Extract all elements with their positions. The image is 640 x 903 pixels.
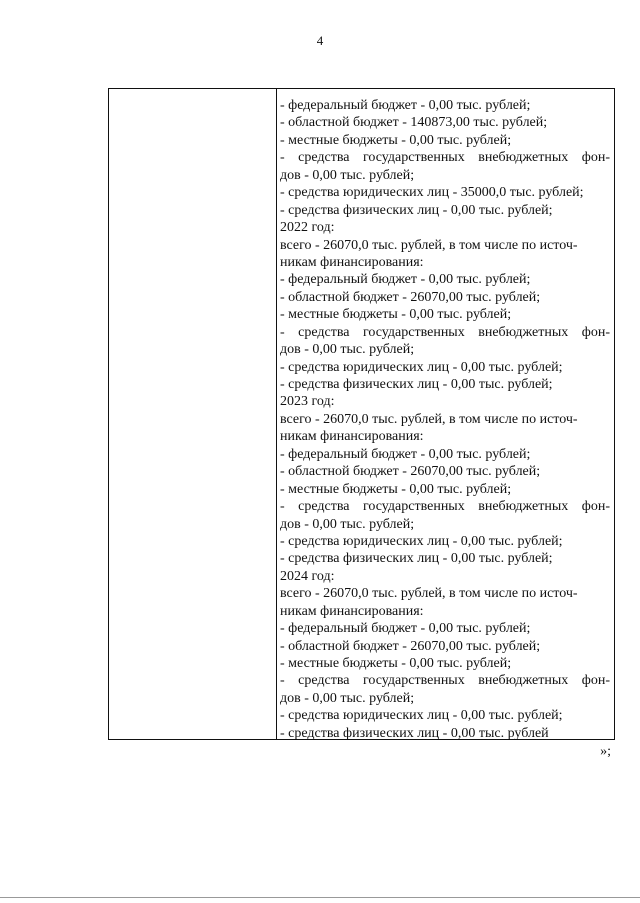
financing-line: всего - 26070,0 тыс. рублей, в том числе по источ- (280, 237, 578, 253)
financing-line: - средства юридических лиц - 0,00 тыс. рублей; (280, 533, 563, 549)
financing-line: - местные бюджеты - 0,00 тыс. рублей; (280, 481, 512, 497)
financing-line: - средства государственных внебюджетных фон- (280, 673, 610, 689)
financing-line: - федеральный бюджет - 0,00 тыс. рублей; (280, 98, 531, 113)
financing-line: никам финансирования: (280, 603, 424, 619)
table-left-cell (109, 89, 277, 739)
financing-line: дов - 0,00 тыс. рублей; (280, 342, 415, 358)
financing-line: никам финансирования: (280, 429, 424, 445)
financing-line: - средства юридических лиц - 0,00 тыс. рублей; (280, 359, 563, 375)
table-right-cell (280, 97, 610, 742)
financing-line: дов - 0,00 тыс. рублей; (280, 516, 415, 532)
financing-line: 2023 год: (280, 394, 335, 410)
financing-line: - федеральный бюджет - 0,00 тыс. рублей; (280, 621, 531, 637)
bottom-divider (0, 897, 640, 898)
financing-line: - средства государственных внебюджетных фон- (280, 324, 610, 340)
financing-line: никам финансирования: (280, 254, 424, 270)
financing-line: - местные бюджеты - 0,00 тыс. рублей; (280, 656, 512, 671)
financing-line: 2024 год: (280, 568, 335, 584)
financing-line: - средства государственных внебюджетных фон- (280, 150, 610, 166)
financing-line: дов - 0,00 тыс. рублей; (280, 167, 415, 183)
financing-line: всего - 26070,0 тыс. рублей, в том числе по источ- (280, 411, 578, 427)
financing-line: - областной бюджет - 140873,00 тыс. рублей; (280, 115, 548, 131)
financing-line: 2022 год: (280, 220, 335, 236)
financing-line: - средства юридических лиц - 0,00 тыс. рублей; (280, 708, 563, 724)
financing-line: дов - 0,00 тыс. рублей; (280, 690, 415, 706)
financing-line: - областной бюджет - 26070,00 тыс. рублей; (280, 289, 541, 305)
financing-line: - федеральный бюджет - 0,00 тыс. рублей; (280, 272, 531, 288)
closing-quote-mark: »; (600, 744, 611, 759)
financing-line: - местные бюджеты - 0,00 тыс. рублей; (280, 132, 512, 148)
page-number: 4 (316, 33, 324, 48)
financing-line: - средства физических лиц - 0,00 тыс. рублей; (280, 377, 553, 392)
financing-line: - местные бюджеты - 0,00 тыс. рублей; (280, 307, 512, 323)
financing-line: - средства физических лиц - 0,00 тыс. рублей (280, 725, 549, 741)
financing-line: - средства государственных внебюджетных фон- (280, 499, 610, 515)
financing-table (108, 88, 615, 740)
financing-line: - средства юридических лиц - 35000,0 тыс. рублей; (280, 185, 584, 201)
financing-line: - областной бюджет - 26070,00 тыс. рублей; (280, 638, 541, 654)
financing-line: - средства физических лиц - 0,00 тыс. рублей; (280, 551, 553, 567)
financing-line: - средства физических лиц - 0,00 тыс. рублей; (280, 202, 553, 218)
financing-line: всего - 26070,0 тыс. рублей, в том числе по источ- (280, 586, 578, 602)
financing-line: - федеральный бюджет - 0,00 тыс. рублей; (280, 446, 531, 462)
financing-line: - областной бюджет - 26070,00 тыс. рублей; (280, 464, 541, 480)
